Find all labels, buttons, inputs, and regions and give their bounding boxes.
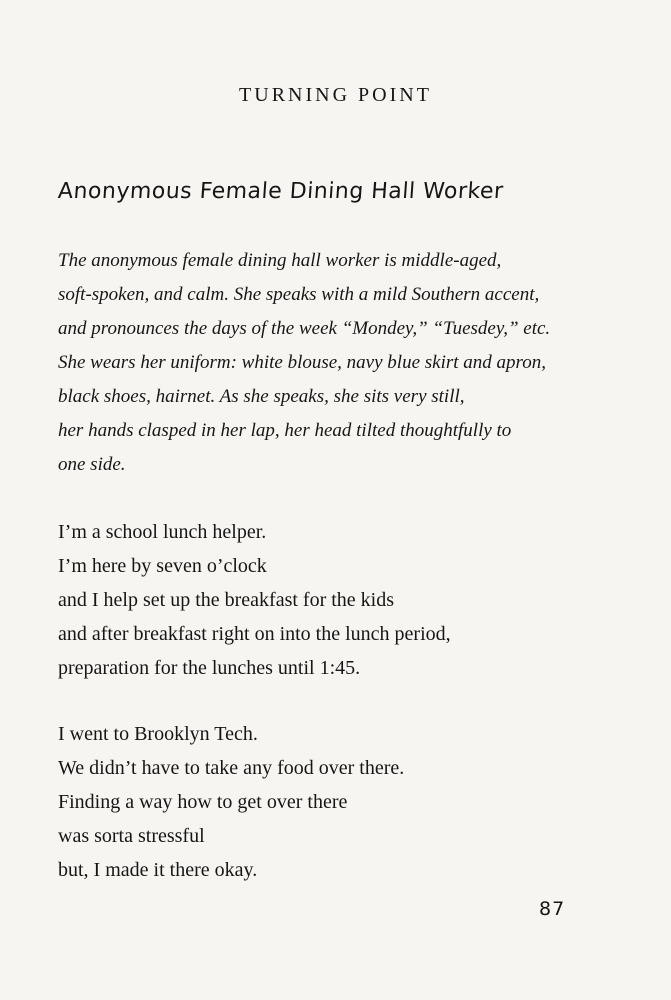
intro-line: one side. [58, 454, 126, 475]
verse-line: Finding a way how to get over there [58, 791, 348, 813]
intro-line: She wears her uniform: white blouse, navy blue skirt and apron, [58, 352, 546, 373]
verse-line: but, I made it there okay. [58, 859, 258, 881]
verse-line: I’m a school lunch helper. [58, 521, 267, 543]
stanza-1 [58, 515, 648, 685]
running-head: TURNING POINT [239, 84, 432, 106]
verse-line: We didn’t have to take any food over there. [58, 757, 405, 779]
intro-line: black shoes, hairnet. As she speaks, she sits very still, [58, 386, 465, 407]
verse-line: and after breakfast right on into the lunch period, [58, 623, 451, 645]
verse-line: was sorta stressful [58, 825, 205, 847]
intro-line: her hands clasped in her lap, her head tilted thoughtfully to [58, 420, 512, 441]
poem-title: Anonymous Female Dining Hall Worker [57, 179, 505, 204]
verse-line: preparation for the lunches until 1:45. [58, 657, 361, 679]
intro-line: The anonymous female dining hall worker is middle-aged, [58, 250, 502, 271]
verse-line: I’m here by seven o’clock [58, 555, 267, 577]
verse-line: I went to Brooklyn Tech. [58, 723, 258, 745]
verse-line: and I help set up the breakfast for the kids [58, 589, 395, 611]
stage-direction-intro [58, 244, 648, 482]
page-number: 87 [539, 898, 566, 920]
stanza-2 [58, 717, 648, 887]
intro-line: and pronounces the days of the week “Mondey,” “Tuesdey,” etc. [58, 318, 551, 339]
intro-line: soft-spoken, and calm. She speaks with a mild Southern accent, [58, 284, 540, 305]
